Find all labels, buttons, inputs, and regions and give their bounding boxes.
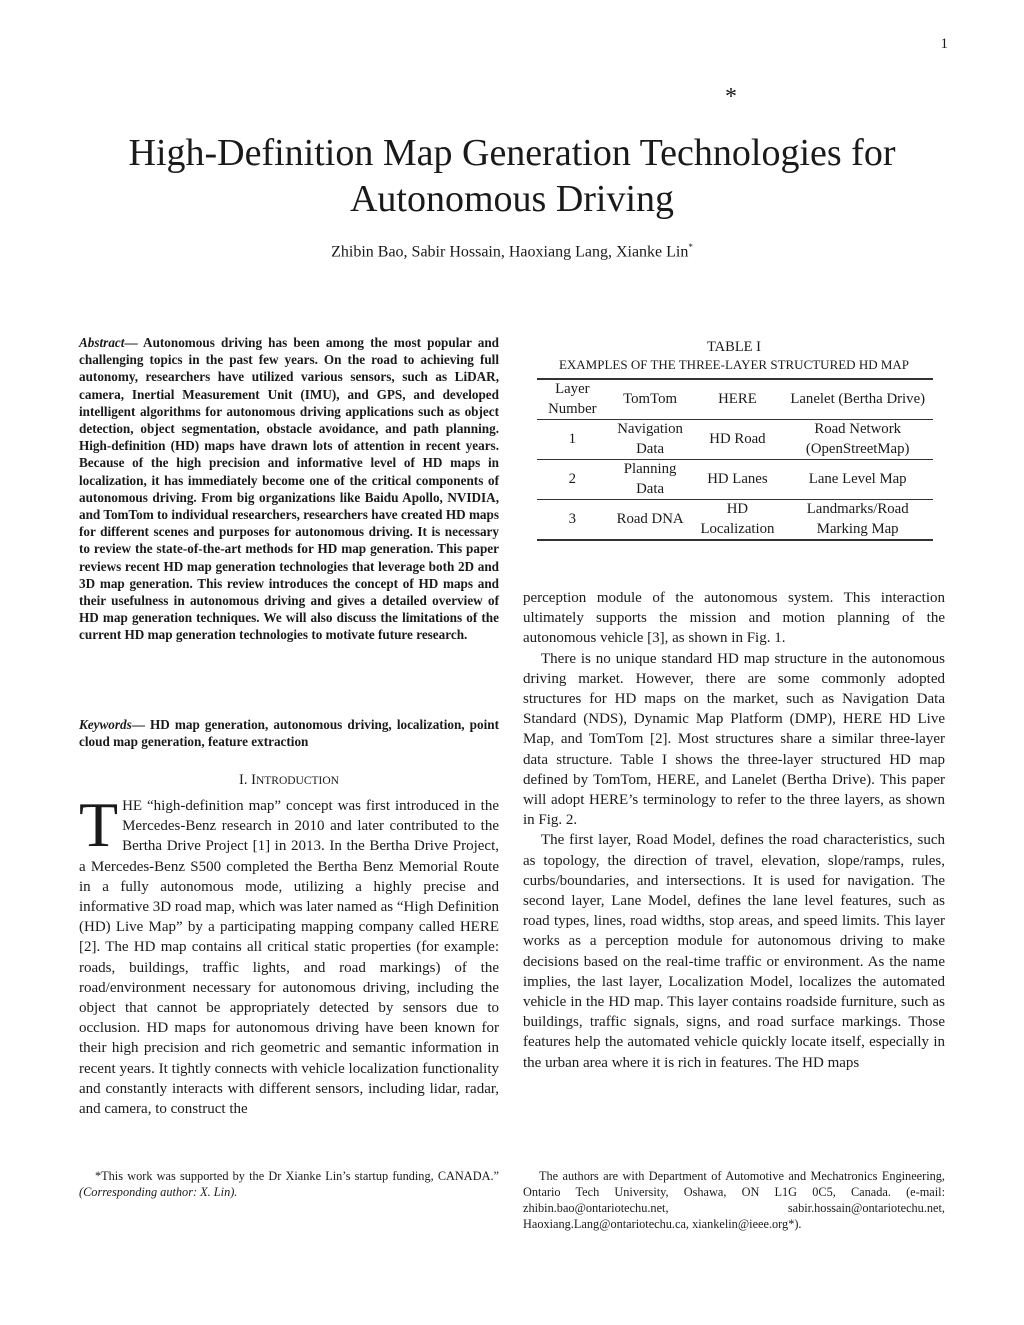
table-cell: 1 [568, 430, 577, 447]
table-block [523, 338, 945, 541]
section-title-rest: NTRODUCTION [255, 775, 339, 787]
abstract-text: Autonomous driving has been among the most popular and challenging topics in the past few years. On the road to achieving full autonomy, researchers have utilized various sensors, such as LiDAR, camera, Inertial Measurement Unit (IMU), and GPS, and developed intelligent algorithms for autonomous driving applications such as object detection, object segmentation, obstacle avoidance, and path planning. High-definition (HD) maps have drawn lots of attention in recent years. Because of the high precision and informative level of HD maps in localization, it has immediately become one of the critical components of autonomous driving. From big organizations like Baidu Apollo, NVIDIA, and TomTom to individual researchers, researchers have created HD maps for different scenes and purposes for autonomous driving. It is necessary to review the state-of-the-art methods for HD map generation. This paper reviews recent HD map generation technologies that leverage both 2D and 3D map generation. This review introduces the concept of HD maps and their usefulness in autonomous driving and gives a detailed overview of HD map generation techniques. We will also discuss the limitations of the current HD map generation technologies to motivate future research. [79, 335, 499, 643]
abstract-dash: — [124, 335, 138, 350]
introduction-text: HE “high-definition map” concept was first introduced in the Mercedes-Benz research in 2010 and later contributed to the Bertha Drive Project [1] in 2013. In the Bertha Drive Project, a Mercedes-Benz S500 completed the Bertha Benz Memorial Route in a fully autonomous mode, utilizing a highly precise and informative 3D road map, which was later named as “High Definition (HD) Live Map” by a participating mapping company called HERE [2]. The HD map contains all critical static properties (for example: roads, buildings, traffic lights, and road markings) of the road/environment necessary for autonomous driving, including the object that cannot be appropriately detected by sensors due to occlusion. HD maps for autonomous driving have been known for their high precision and rich geometric and semantic information in recent years. It tightly connects with vehicle localization functionality and constantly interacts with different sensors, including lidar, radar, and camera, to construct the [79, 798, 499, 1118]
table-cell: Road Network (OpenStreetMap) [805, 421, 910, 457]
table-cell: HD Lanes [707, 470, 768, 487]
table-row [537, 500, 933, 541]
table-header-cell: TomTom [623, 390, 677, 407]
title-asterisk: * [725, 84, 737, 110]
body-paragraph: There is no unique standard HD map structure in the autonomous driving market. However, there are some commonly adopted structures for HD maps on the market, such as Navigation Data Standard (NDS), Dynamic Map Platform (DMP), HERE HD Live Map, and TomTom [2]. Most structures share a similar three-layer data structure. Table I shows the three-layer structured HD map defined by TomTom, HERE, and Lanelet (Bertha Drive). This paper will adopt HERE’s terminology to refer to the three layers, as shown in Fig. 2. [523, 650, 945, 829]
title-line-2: Autonomous Driving [349, 178, 675, 220]
keywords-label: Keywords [79, 717, 132, 732]
abstract-label: Abstract [79, 335, 125, 350]
affiliation-footnote: The authors are with Department of Automotive and Mechatronics Engineering, Ontario Tech University, Oshawa, ON L1G 0C5, Canada. (e-mail: zhibin.bao@ontariotechu.net, sabir.hossain@ontariotechu.net, Haoxiang.Lang@ontariotechu.ca, xiankelin@ieee.org*). [523, 1169, 945, 1231]
table-header-cell: HERE [718, 390, 757, 407]
page-number: 1 [940, 36, 948, 52]
table-header-row [537, 379, 933, 420]
keywords-dash: — [131, 717, 145, 732]
table-cell: Planning Data [623, 461, 677, 497]
body-paragraph: The first layer, Road Model, defines the road characteristics, such as topology, the direction of travel, elevation, slope/ramps, rules, curbs/boundaries, and intersections. It is used for navigation. The second layer, Lane Model, defines the lane level features, such as road types, lines, road widths, stop areas, and speed limits. This layer works as a perception module for autonomous driving to make decisions based on the real-time traffic or environment. As the name implies, the last layer, Localization Model, localizes the automated vehicle in the HD map. This layer contains roadside furniture, such as buildings, traffic signals, signs, and road surface markings. Those features help the automated vehicle quickly locate itself, especially in the urban area where it is rich in features. The HD maps [523, 832, 945, 1071]
corresponding-mark: * [688, 242, 693, 252]
keywords-text: HD map generation, autonomous driving, localization, point cloud map generation, feature extraction [79, 717, 499, 750]
right-column-body [523, 588, 945, 1073]
author-names: Zhibin Bao, Sabir Hossain, Haoxiang Lang, Xianke Lin [331, 243, 689, 261]
drop-cap: T [79, 789, 119, 860]
author-list [60, 242, 964, 261]
paper-title [60, 130, 964, 222]
hd-map-layer-table [537, 378, 933, 541]
keywords [79, 716, 499, 750]
table-row [537, 420, 933, 460]
section-numeral: I. [239, 772, 252, 788]
table-row [537, 460, 933, 500]
table-header-cell: Lanelet (Bertha Drive) [790, 390, 926, 407]
table-cell: Lane Level Map [808, 470, 907, 487]
body-paragraph: perception module of the autonomous system. This interaction ultimately supports the mission and motion planning of the autonomous vehicle [3], as shown in Fig. 1. [523, 590, 945, 647]
abstract [79, 334, 499, 644]
table-cell: Landmarks/Road Marking Map [806, 501, 909, 537]
section-heading-introduction [79, 772, 499, 789]
title-line-1: High-Definition Map Generation Technologies for [128, 132, 896, 174]
table-cell: 3 [568, 510, 577, 527]
table-cell: HD Localization [700, 501, 775, 537]
table-header-cell: Layer Number [548, 381, 597, 417]
table-label: TABLE I [706, 339, 761, 355]
table-caption: EXAMPLES OF THE THREE-LAYER STRUCTURED HD MAP [558, 357, 910, 372]
table-cell: HD Road [709, 430, 766, 447]
introduction-paragraph [79, 789, 499, 1119]
funding-footnote-text: *This work was supported by the Dr Xianke Lin’s startup funding, CANADA.” [95, 1169, 499, 1183]
table-cell: Navigation Data [617, 421, 683, 457]
table-cell: 2 [568, 470, 577, 487]
section-initial: I [251, 772, 256, 788]
funding-footnote [79, 1168, 499, 1200]
corresponding-author-note: (Corresponding author: X. Lin). [79, 1185, 238, 1199]
table-cell: Road DNA [616, 510, 684, 527]
